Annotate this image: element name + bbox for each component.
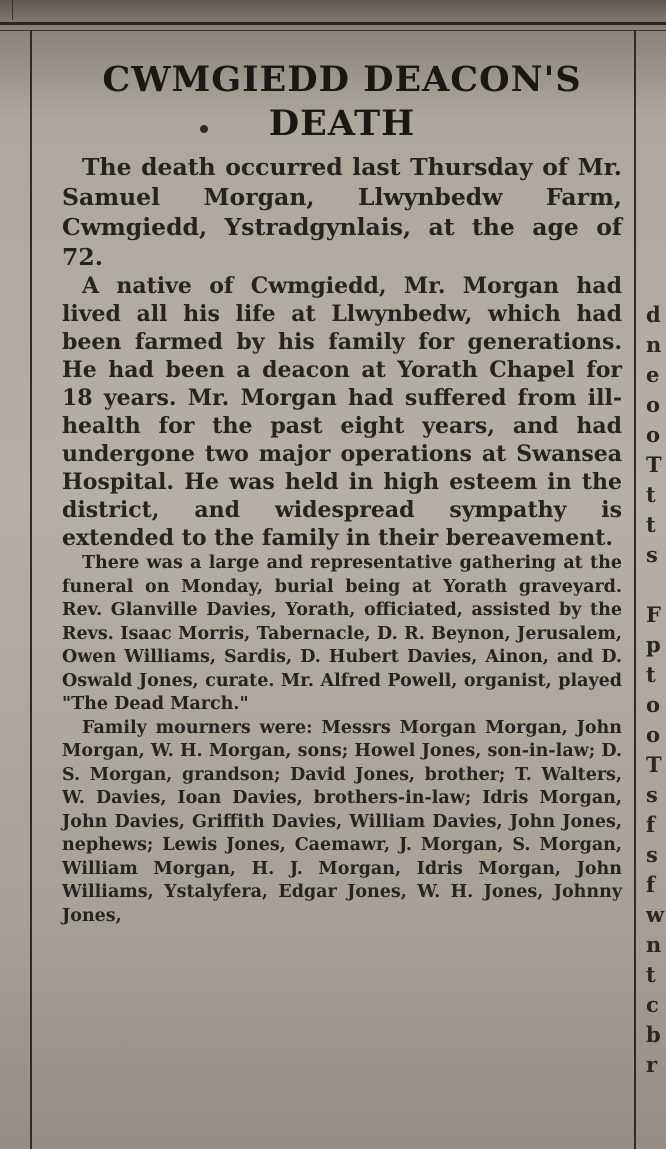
adjacent-letter: t: [646, 662, 656, 687]
paragraph-2: A native of Cwmgiedd, Mr. Morgan had lived all his life at Llwynbedw, which had been farmed by his family for generations. He had been a deacon at Yorath Chapel for 18 years. Mr. Morgan had suffered from ill-health for the past eight years, and had undergone two major operations at Swansea Hospital. He was held in high esteem in the district, and widespread sympathy is extended to the family in their bereavement.: [62, 273, 622, 551]
adjacent-letter: [646, 570, 666, 600]
paragraph-3: There was a large and representative gathering at the funeral on Monday, burial being at Yorath graveyard. Rev. Glanville Davies, Yorath, officiated, assisted by the Revs. Isaac Morris, Tabernacle, D. R. Beynon, Jerusalem, Owen Williams, Sardis, D. Hubert Davies, Ainon, and D. Oswald Jones, curate. Mr. Alfred Powell, organist, played "The Dead March.": [62, 553, 622, 714]
adjacent-letter: n: [646, 332, 662, 357]
adjacent-letter: s: [646, 782, 658, 807]
adjacent-letter: p: [646, 632, 661, 657]
adjacent-letter: c: [646, 992, 659, 1017]
headline-line-2: DEATH: [268, 103, 416, 144]
adjacent-letter: f: [646, 872, 656, 897]
adjacent-letter: s: [646, 542, 658, 567]
adjacent-letter: o: [646, 692, 661, 717]
adjacent-letter: o: [646, 722, 661, 747]
adjacent-letter: r: [646, 1052, 658, 1077]
adjacent-letter: o: [646, 422, 661, 447]
headline-line-1: CWMGIEDD DEACON'S: [102, 59, 582, 100]
paragraph-4: Family mourners were: Messrs Morgan Morgan, John Morgan, W. H. Morgan, sons; Howel Jones, son-in-law; D. S. Morgan, grandson; David Jones, brother; T. Walters, W. Davies, Ioan Davies, brothers-in-law; Idris Morgan, John Davies, Griffith Davies, William Davies, John Jones, nephews; Lewis Jones, Caemawr, J. Morgan, S. Morgan, William Morgan, H. J. Morgan, Idris Morgan, John Williams, Ystalyfera, Edgar Jones, W. H. Jones, Johnny Jones,: [62, 717, 622, 926]
adjacent-letter: s: [646, 842, 658, 867]
article: [62, 58, 622, 928]
top-rule-thin: [0, 30, 666, 31]
adjacent-letter: t: [646, 962, 656, 987]
column-rule-right: [634, 30, 636, 1149]
adjacent-letter: t: [646, 512, 656, 537]
adjacent-letter: b: [646, 1022, 661, 1047]
headline: [62, 58, 622, 146]
adjacent-letter: T: [646, 752, 662, 777]
edge-rule: [12, 0, 13, 20]
paragraph-1: The death occurred last Thursday of Mr. Samuel Morgan, Llwynbedw Farm, Cwmgiedd, Ystradgynlais, at the age of 72.: [62, 153, 622, 271]
adjacent-letter: w: [646, 902, 665, 927]
adjacent-letter: f: [646, 812, 656, 837]
adjacent-letter: F: [646, 602, 661, 627]
adjacent-column-fragment: [646, 300, 666, 1080]
top-rule: [0, 22, 666, 25]
adjacent-letter: t: [646, 482, 656, 507]
adjacent-letter: e: [646, 362, 660, 387]
adjacent-letter: T: [646, 452, 662, 477]
column-rule-left: [30, 30, 32, 1149]
adjacent-letter: o: [646, 392, 661, 417]
adjacent-letter: n: [646, 932, 662, 957]
adjacent-letter: d: [646, 302, 661, 327]
